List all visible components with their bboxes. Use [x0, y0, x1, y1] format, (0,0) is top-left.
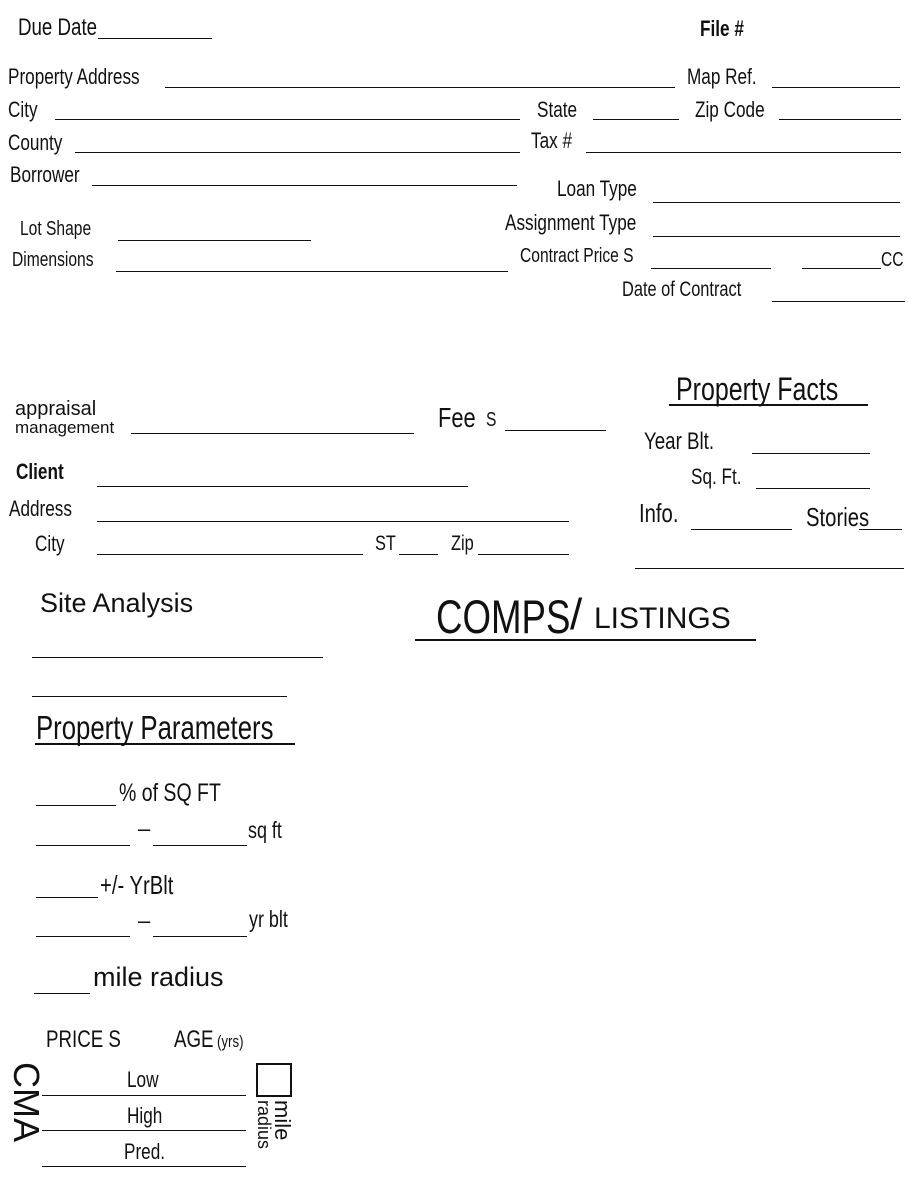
client-zip-field[interactable] — [478, 554, 569, 555]
client-address-field[interactable] — [97, 521, 569, 522]
info-field[interactable] — [691, 529, 792, 530]
cma-mile-label: mile — [270, 1100, 295, 1141]
cma-high-field[interactable] — [42, 1130, 246, 1131]
sqft-range-dash: – — [138, 816, 151, 841]
year-built-label: Year Blt. — [644, 428, 715, 455]
zip-code-label: Zip Code — [695, 97, 765, 122]
fee-symbol: S — [486, 409, 497, 431]
zip-code-field[interactable] — [779, 119, 901, 120]
contract-price-field[interactable] — [651, 268, 771, 269]
client-st-field[interactable] — [399, 554, 438, 555]
listings-title: LISTINGS — [594, 602, 731, 635]
yrblt-unit-label: yr blt — [249, 906, 288, 932]
tax-number-label: Tax # — [531, 128, 573, 153]
pct-sqft-label: % of SQ FT — [119, 779, 221, 807]
date-of-contract-label: Date of Contract — [622, 278, 742, 301]
assignment-type-field[interactable] — [653, 236, 900, 237]
client-zip-label: Zip — [451, 532, 474, 555]
stories-label: Stories — [806, 502, 870, 532]
info-label: Info. — [639, 498, 679, 528]
county-field[interactable] — [75, 152, 520, 153]
dimensions-label: Dimensions — [12, 249, 94, 271]
assignment-type-label: Assignment Type — [505, 210, 637, 235]
property-parameters-title: Property Parameters — [36, 709, 274, 746]
fee-label: Fee — [438, 402, 476, 433]
stories-field[interactable] — [859, 529, 902, 530]
cma-low-field[interactable] — [42, 1095, 246, 1096]
cma-pred-field[interactable] — [42, 1166, 246, 1167]
tax-number-field[interactable] — [586, 152, 901, 153]
due-date-field[interactable] — [98, 38, 212, 39]
mile-radius-checkbox[interactable] — [256, 1063, 292, 1097]
cma-radius-label: radius — [254, 1100, 274, 1150]
client-address-label: Address — [9, 496, 72, 521]
lot-shape-field[interactable] — [118, 240, 311, 241]
property-facts-underline — [669, 404, 868, 406]
client-city-field[interactable] — [97, 554, 363, 555]
client-st-label: ST — [375, 532, 396, 555]
cma-age-header: AGE — [174, 1026, 214, 1053]
site-analysis-field-2[interactable] — [32, 696, 287, 697]
yrblt-range-dash: – — [138, 908, 151, 933]
cc-label: CC — [881, 249, 904, 271]
year-built-field[interactable] — [752, 453, 870, 454]
comps-title: COMPS — [436, 590, 571, 643]
dimensions-field[interactable] — [116, 271, 508, 272]
date-of-contract-field[interactable] — [772, 301, 905, 302]
client-city-label: City — [35, 531, 65, 556]
cma-low-label: Low — [127, 1067, 159, 1092]
mile-radius-field[interactable] — [34, 993, 90, 994]
county-label: County — [8, 130, 63, 155]
sqft-unit-label: sq ft — [248, 817, 282, 843]
amc-label-line1: appraisal — [15, 398, 97, 420]
site-analysis-field-1[interactable] — [32, 657, 323, 658]
city-label: City — [8, 97, 38, 122]
cma-vertical-label: CMA — [6, 1062, 47, 1142]
map-ref-field[interactable] — [772, 87, 900, 88]
loan-type-label: Loan Type — [557, 176, 637, 201]
yrblt-max-field[interactable] — [153, 936, 247, 937]
property-parameters-underline — [35, 743, 295, 745]
amc-field[interactable] — [131, 433, 414, 434]
property-address-label: Property Address — [8, 64, 140, 89]
fee-field[interactable] — [505, 430, 606, 431]
yrblt-variance-label: +/- YrBlt — [100, 870, 174, 900]
facts-extra-field[interactable] — [635, 568, 904, 569]
cma-age-unit: (yrs) — [217, 1032, 244, 1051]
mile-radius-label: mile radius — [93, 962, 224, 992]
sqft-min-field[interactable] — [36, 845, 130, 846]
borrower-field[interactable] — [92, 185, 517, 186]
sqft-max-field[interactable] — [153, 845, 247, 846]
state-label: State — [537, 97, 578, 122]
pct-sqft-field[interactable] — [36, 805, 116, 806]
yrblt-variance-field[interactable] — [36, 897, 98, 898]
loan-type-field[interactable] — [653, 202, 900, 203]
cma-pred-label: Pred. — [124, 1139, 166, 1164]
comps-underline — [415, 639, 756, 641]
cma-price-header: PRICE S — [46, 1026, 121, 1053]
sq-ft-field[interactable] — [756, 488, 870, 489]
cma-high-label: High — [127, 1103, 163, 1128]
amc-label-line2: management — [15, 418, 115, 437]
borrower-label: Borrower — [10, 162, 80, 187]
property-facts-title: Property Facts — [676, 371, 839, 407]
cc-field[interactable] — [802, 268, 881, 269]
yrblt-min-field[interactable] — [36, 936, 130, 937]
client-label: Client — [16, 459, 64, 484]
sq-ft-label: Sq. Ft. — [691, 464, 742, 489]
state-field[interactable] — [593, 119, 679, 120]
due-date-label: Due Date — [18, 14, 98, 41]
lot-shape-label: Lot Shape — [20, 218, 92, 240]
client-field[interactable] — [97, 486, 468, 487]
property-address-field[interactable] — [165, 87, 675, 88]
map-ref-label: Map Ref. — [687, 64, 757, 89]
comps-slash: / — [570, 590, 583, 639]
site-analysis-title: Site Analysis — [40, 588, 194, 618]
file-number-label: File # — [700, 16, 744, 41]
contract-price-label: Contract Price S — [520, 245, 634, 267]
city-field[interactable] — [55, 119, 520, 120]
